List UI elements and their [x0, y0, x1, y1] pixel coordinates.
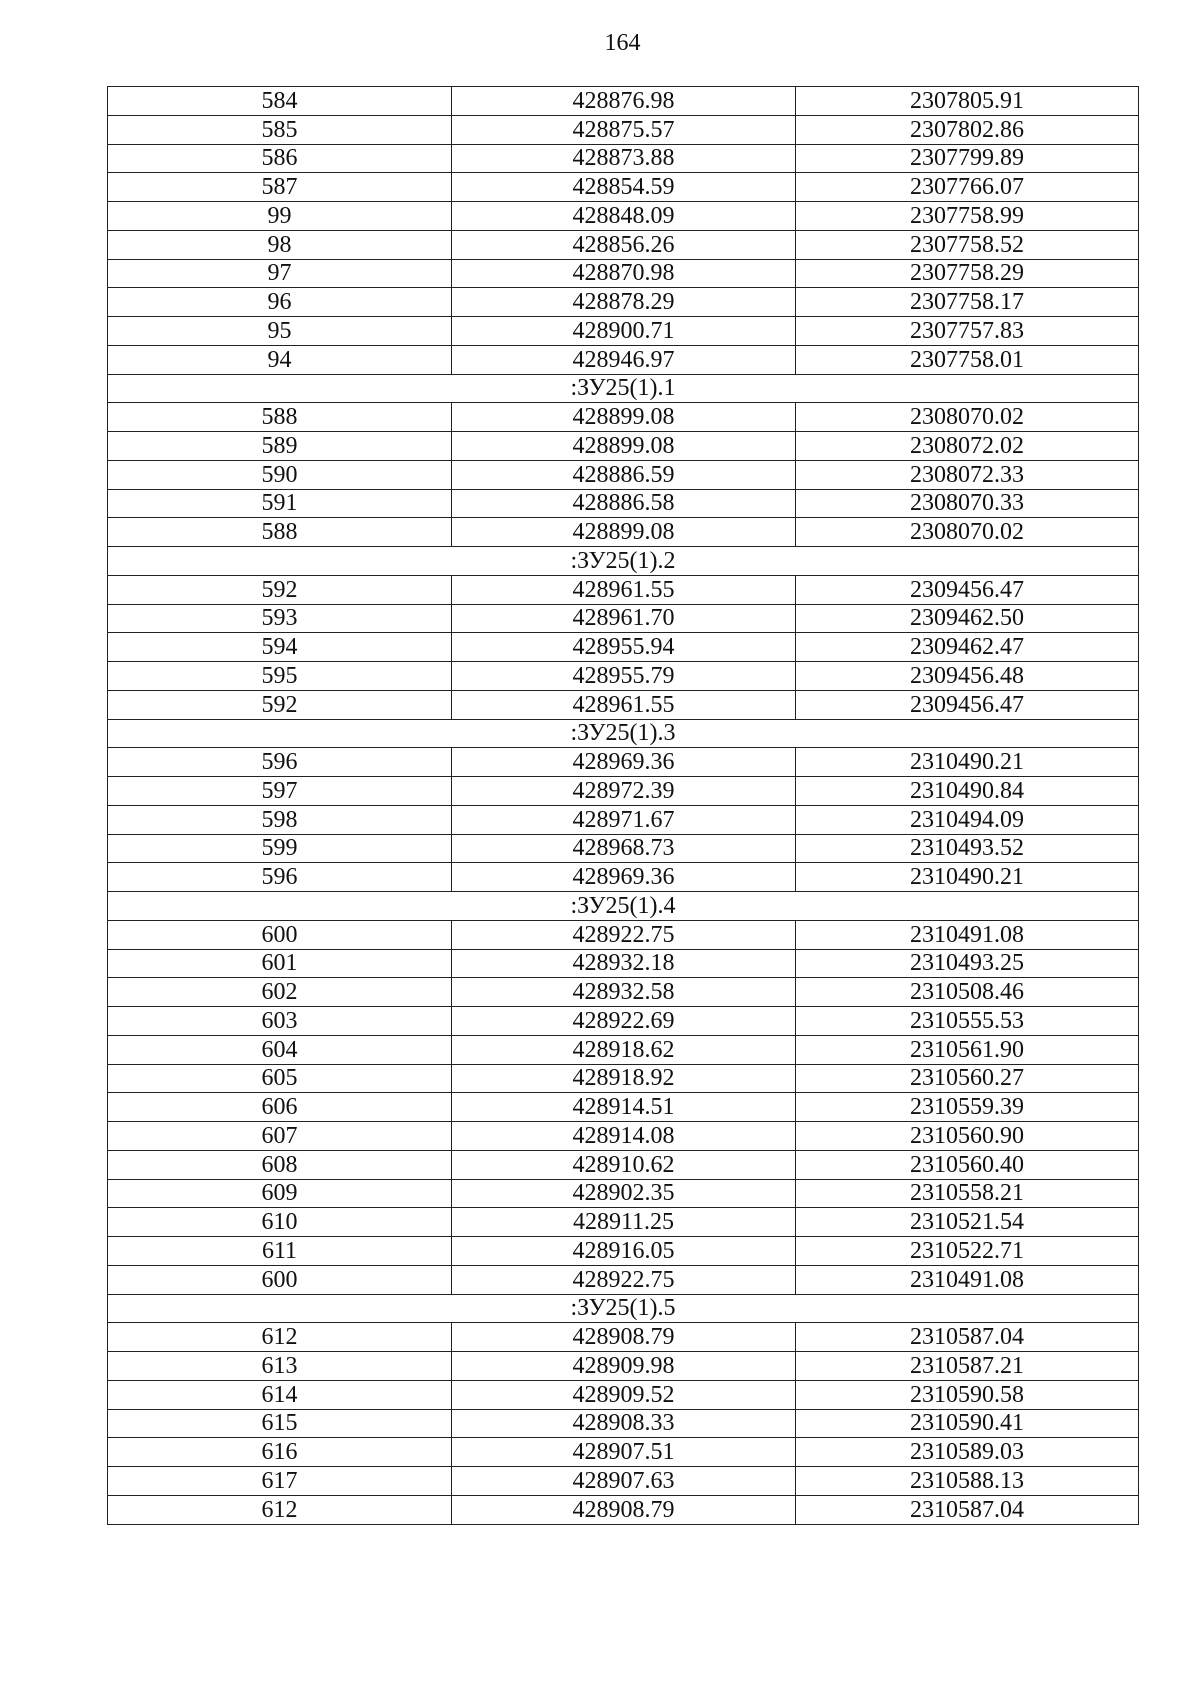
y-coordinate-cell: 2310590.58	[796, 1380, 1139, 1409]
y-coordinate-cell: 2309456.48	[796, 662, 1139, 691]
x-coordinate-cell: 428899.08	[452, 432, 796, 461]
table-row	[108, 978, 1139, 1007]
x-coordinate-cell: 428932.18	[452, 949, 796, 978]
table-row	[108, 1208, 1139, 1237]
point-number-cell: 592	[108, 575, 452, 604]
y-coordinate-cell: 2310491.08	[796, 920, 1139, 949]
table-row	[108, 777, 1139, 806]
table-row	[108, 1122, 1139, 1151]
point-number-cell: 597	[108, 777, 452, 806]
y-coordinate-cell: 2307758.99	[796, 202, 1139, 231]
point-number-cell: 603	[108, 1007, 452, 1036]
table-row	[108, 1438, 1139, 1467]
point-number-cell: 589	[108, 432, 452, 461]
section-title: :ЗУ25(1).1	[108, 374, 1139, 403]
x-coordinate-cell: 428899.08	[452, 518, 796, 547]
y-coordinate-cell: 2310559.39	[796, 1093, 1139, 1122]
x-coordinate-cell: 428902.35	[452, 1179, 796, 1208]
point-number-cell: 95	[108, 317, 452, 346]
y-coordinate-cell: 2310493.52	[796, 834, 1139, 863]
y-coordinate-cell: 2310587.21	[796, 1352, 1139, 1381]
x-coordinate-cell: 428914.08	[452, 1122, 796, 1151]
point-number-cell: 592	[108, 690, 452, 719]
table-row	[108, 403, 1139, 432]
y-coordinate-cell: 2308072.33	[796, 460, 1139, 489]
table-row	[108, 317, 1139, 346]
table-row	[108, 633, 1139, 662]
point-number-cell: 612	[108, 1495, 452, 1524]
point-number-cell: 608	[108, 1150, 452, 1179]
y-coordinate-cell: 2310589.03	[796, 1438, 1139, 1467]
table-row	[108, 662, 1139, 691]
table-row	[108, 604, 1139, 633]
table-row	[108, 202, 1139, 231]
y-coordinate-cell: 2307799.89	[796, 144, 1139, 173]
y-coordinate-cell: 2307802.86	[796, 115, 1139, 144]
table-row	[108, 863, 1139, 892]
table-row	[108, 748, 1139, 777]
x-coordinate-cell: 428918.92	[452, 1064, 796, 1093]
point-number-cell: 616	[108, 1438, 452, 1467]
x-coordinate-cell: 428907.63	[452, 1467, 796, 1496]
x-coordinate-cell: 428909.98	[452, 1352, 796, 1381]
table-row	[108, 690, 1139, 719]
x-coordinate-cell: 428909.52	[452, 1380, 796, 1409]
point-number-cell: 610	[108, 1208, 452, 1237]
x-coordinate-cell: 428916.05	[452, 1237, 796, 1266]
y-coordinate-cell: 2310493.25	[796, 949, 1139, 978]
table-row	[108, 1007, 1139, 1036]
point-number-cell: 601	[108, 949, 452, 978]
point-number-cell: 94	[108, 345, 452, 374]
y-coordinate-cell: 2307758.17	[796, 288, 1139, 317]
coordinates-table-body	[108, 87, 1139, 1525]
table-row	[108, 1467, 1139, 1496]
x-coordinate-cell: 428961.55	[452, 575, 796, 604]
section-title: :ЗУ25(1).5	[108, 1294, 1139, 1323]
table-row	[108, 144, 1139, 173]
x-coordinate-cell: 428922.75	[452, 1265, 796, 1294]
point-number-cell: 598	[108, 805, 452, 834]
point-number-cell: 97	[108, 259, 452, 288]
point-number-cell: 98	[108, 230, 452, 259]
table-row	[108, 115, 1139, 144]
x-coordinate-cell: 428946.97	[452, 345, 796, 374]
y-coordinate-cell: 2310588.13	[796, 1467, 1139, 1496]
x-coordinate-cell: 428873.88	[452, 144, 796, 173]
table-row	[108, 1409, 1139, 1438]
table-row	[108, 518, 1139, 547]
y-coordinate-cell: 2310590.41	[796, 1409, 1139, 1438]
section-title: :ЗУ25(1).3	[108, 719, 1139, 748]
x-coordinate-cell: 428961.55	[452, 690, 796, 719]
table-row	[108, 259, 1139, 288]
y-coordinate-cell: 2310490.21	[796, 748, 1139, 777]
x-coordinate-cell: 428955.94	[452, 633, 796, 662]
x-coordinate-cell: 428971.67	[452, 805, 796, 834]
point-number-cell: 596	[108, 863, 452, 892]
y-coordinate-cell: 2310560.40	[796, 1150, 1139, 1179]
y-coordinate-cell: 2308070.33	[796, 489, 1139, 518]
section-header-row	[108, 719, 1139, 748]
y-coordinate-cell: 2310490.84	[796, 777, 1139, 806]
table-row	[108, 1179, 1139, 1208]
y-coordinate-cell: 2307766.07	[796, 173, 1139, 202]
point-number-cell: 96	[108, 288, 452, 317]
point-number-cell: 606	[108, 1093, 452, 1122]
point-number-cell: 590	[108, 460, 452, 489]
point-number-cell: 588	[108, 403, 452, 432]
table-row	[108, 949, 1139, 978]
x-coordinate-cell: 428922.69	[452, 1007, 796, 1036]
table-row	[108, 173, 1139, 202]
point-number-cell: 600	[108, 1265, 452, 1294]
y-coordinate-cell: 2310558.21	[796, 1179, 1139, 1208]
y-coordinate-cell: 2309456.47	[796, 690, 1139, 719]
table-row	[108, 1380, 1139, 1409]
point-number-cell: 594	[108, 633, 452, 662]
point-number-cell: 587	[108, 173, 452, 202]
x-coordinate-cell: 428918.62	[452, 1035, 796, 1064]
table-row	[108, 489, 1139, 518]
x-coordinate-cell: 428961.70	[452, 604, 796, 633]
table-row	[108, 1237, 1139, 1266]
x-coordinate-cell: 428911.25	[452, 1208, 796, 1237]
y-coordinate-cell: 2309462.50	[796, 604, 1139, 633]
section-header-row	[108, 1294, 1139, 1323]
table-row	[108, 920, 1139, 949]
point-number-cell: 615	[108, 1409, 452, 1438]
table-row	[108, 1323, 1139, 1352]
x-coordinate-cell: 428899.08	[452, 403, 796, 432]
x-coordinate-cell: 428910.62	[452, 1150, 796, 1179]
x-coordinate-cell: 428876.98	[452, 87, 796, 116]
point-number-cell: 613	[108, 1352, 452, 1381]
table-row	[108, 432, 1139, 461]
table-row	[108, 1150, 1139, 1179]
point-number-cell: 604	[108, 1035, 452, 1064]
table-row	[108, 1064, 1139, 1093]
point-number-cell: 584	[108, 87, 452, 116]
x-coordinate-cell: 428914.51	[452, 1093, 796, 1122]
y-coordinate-cell: 2307758.52	[796, 230, 1139, 259]
y-coordinate-cell: 2307805.91	[796, 87, 1139, 116]
point-number-cell: 593	[108, 604, 452, 633]
point-number-cell: 617	[108, 1467, 452, 1496]
x-coordinate-cell: 428886.59	[452, 460, 796, 489]
y-coordinate-cell: 2310522.71	[796, 1237, 1139, 1266]
y-coordinate-cell: 2310587.04	[796, 1495, 1139, 1524]
point-number-cell: 609	[108, 1179, 452, 1208]
y-coordinate-cell: 2310560.27	[796, 1064, 1139, 1093]
x-coordinate-cell: 428907.51	[452, 1438, 796, 1467]
point-number-cell: 612	[108, 1323, 452, 1352]
y-coordinate-cell: 2310555.53	[796, 1007, 1139, 1036]
x-coordinate-cell: 428969.36	[452, 748, 796, 777]
table-row	[108, 834, 1139, 863]
table-row	[108, 575, 1139, 604]
x-coordinate-cell: 428922.75	[452, 920, 796, 949]
y-coordinate-cell: 2310587.04	[796, 1323, 1139, 1352]
section-title: :ЗУ25(1).4	[108, 892, 1139, 921]
y-coordinate-cell: 2310490.21	[796, 863, 1139, 892]
x-coordinate-cell: 428878.29	[452, 288, 796, 317]
y-coordinate-cell: 2310561.90	[796, 1035, 1139, 1064]
y-coordinate-cell: 2307758.01	[796, 345, 1139, 374]
table-row	[108, 230, 1139, 259]
table-row	[108, 288, 1139, 317]
point-number-cell: 596	[108, 748, 452, 777]
table-row	[108, 1265, 1139, 1294]
x-coordinate-cell: 428908.33	[452, 1409, 796, 1438]
x-coordinate-cell: 428870.98	[452, 259, 796, 288]
section-header-row	[108, 547, 1139, 576]
x-coordinate-cell: 428848.09	[452, 202, 796, 231]
x-coordinate-cell: 428900.71	[452, 317, 796, 346]
point-number-cell: 599	[108, 834, 452, 863]
x-coordinate-cell: 428854.59	[452, 173, 796, 202]
point-number-cell: 614	[108, 1380, 452, 1409]
x-coordinate-cell: 428886.58	[452, 489, 796, 518]
y-coordinate-cell: 2310521.54	[796, 1208, 1139, 1237]
table-row	[108, 87, 1139, 116]
section-title: :ЗУ25(1).2	[108, 547, 1139, 576]
point-number-cell: 585	[108, 115, 452, 144]
y-coordinate-cell: 2308072.02	[796, 432, 1139, 461]
section-header-row	[108, 374, 1139, 403]
x-coordinate-cell: 428955.79	[452, 662, 796, 691]
table-row	[108, 1035, 1139, 1064]
point-number-cell: 600	[108, 920, 452, 949]
point-number-cell: 591	[108, 489, 452, 518]
x-coordinate-cell: 428972.39	[452, 777, 796, 806]
section-header-row	[108, 892, 1139, 921]
x-coordinate-cell: 428875.57	[452, 115, 796, 144]
y-coordinate-cell: 2308070.02	[796, 518, 1139, 547]
table-row	[108, 345, 1139, 374]
point-number-cell: 586	[108, 144, 452, 173]
x-coordinate-cell: 428908.79	[452, 1323, 796, 1352]
x-coordinate-cell: 428968.73	[452, 834, 796, 863]
x-coordinate-cell: 428969.36	[452, 863, 796, 892]
y-coordinate-cell: 2308070.02	[796, 403, 1139, 432]
y-coordinate-cell: 2310494.09	[796, 805, 1139, 834]
x-coordinate-cell: 428908.79	[452, 1495, 796, 1524]
y-coordinate-cell: 2309456.47	[796, 575, 1139, 604]
table-row	[108, 805, 1139, 834]
y-coordinate-cell: 2310508.46	[796, 978, 1139, 1007]
y-coordinate-cell: 2309462.47	[796, 633, 1139, 662]
table-row	[108, 1352, 1139, 1381]
point-number-cell: 611	[108, 1237, 452, 1266]
page-number: 164	[604, 30, 641, 56]
coordinates-table	[107, 86, 1139, 1525]
y-coordinate-cell: 2310491.08	[796, 1265, 1139, 1294]
y-coordinate-cell: 2307757.83	[796, 317, 1139, 346]
point-number-cell: 588	[108, 518, 452, 547]
point-number-cell: 605	[108, 1064, 452, 1093]
table-row	[108, 1495, 1139, 1524]
table-row	[108, 1093, 1139, 1122]
y-coordinate-cell: 2310560.90	[796, 1122, 1139, 1151]
x-coordinate-cell: 428856.26	[452, 230, 796, 259]
table-row	[108, 460, 1139, 489]
x-coordinate-cell: 428932.58	[452, 978, 796, 1007]
point-number-cell: 595	[108, 662, 452, 691]
point-number-cell: 99	[108, 202, 452, 231]
point-number-cell: 607	[108, 1122, 452, 1151]
y-coordinate-cell: 2307758.29	[796, 259, 1139, 288]
point-number-cell: 602	[108, 978, 452, 1007]
